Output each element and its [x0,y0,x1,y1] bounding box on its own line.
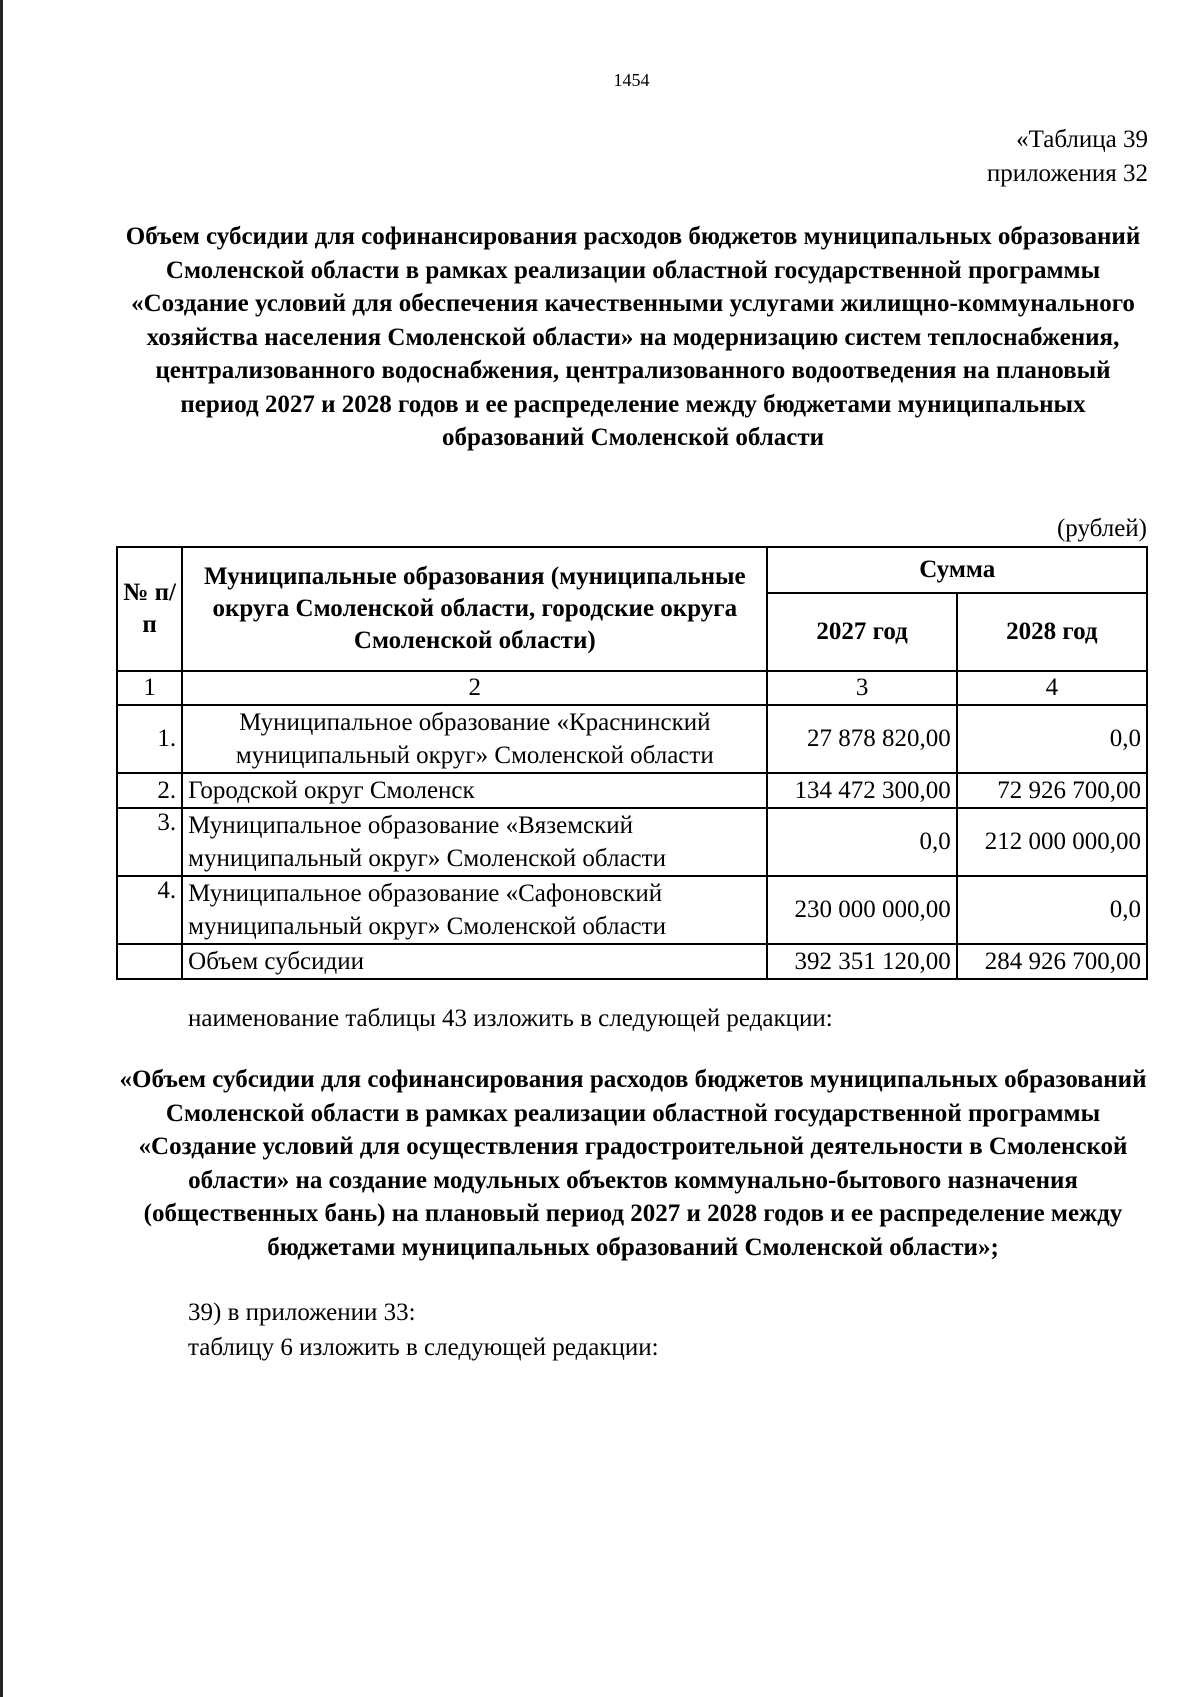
subsidy-table [116,546,1148,980]
page-number: 1454 [613,70,650,90]
row-number: 1. [117,705,182,773]
table-total-row [117,944,1147,979]
header-year-2027: 2027 год [767,593,956,671]
column-number: 4 [957,671,1147,705]
header-year-2028: 2028 год [957,593,1147,671]
table-reference-line2: приложения 32 [986,160,1148,187]
paragraph-table43-note: наименование таблицы 43 изложить в следующей редакции: [188,1005,833,1032]
table-reference-line1: «Таблица 39 [1016,126,1148,153]
municipality-name: Муниципальное образование «Краснинский муниципальный округ» Смоленской области [182,705,767,773]
amount-2028: 72 926 700,00 [957,773,1147,808]
units-label: (рублей) [1056,515,1147,542]
total-2027: 392 351 120,00 [767,944,956,979]
municipality-name: Муниципальное образование «Сафоновский муниципальный округ» Смоленской области [182,876,767,944]
amount-2027: 230 000 000,00 [767,876,956,944]
total-2028: 284 926 700,00 [957,944,1147,979]
table-row [117,773,1147,808]
header-name: Муниципальные образования (муниципальные округа Смоленской области, городские округа Смоленской области) [182,547,767,671]
amount-2027: 0,0 [767,808,956,876]
total-label: Объем субсидии [182,944,767,979]
header-sum: Сумма [767,547,1147,593]
amount-2028: 212 000 000,00 [957,808,1147,876]
row-number: 2. [117,773,182,808]
table-header-row [117,547,1147,593]
amount-2028: 0,0 [957,876,1147,944]
column-number-row [117,671,1147,705]
header-no: № п/п [117,547,182,671]
paragraph-appendix33: 39) в приложении 33: [188,1299,416,1326]
row-number: 3. [117,808,182,876]
column-number: 2 [182,671,767,705]
scan-edge [0,0,3,1697]
table43-title: «Объем субсидии для софинансирования расходов бюджетов муниципальных образований Смоленской области в рамках реализации областной государственной программы «Создание условий для осуществления градостроительной деятельности в Смоленской области» на создание модульных объектов коммунально-бытового назначения (общественных бань) на плановый период 2027 и 2028 годов и ее распределение между бюджетами муниципальных образований Смоленской области»; [119,1066,1147,1261]
column-number: 3 [767,671,956,705]
amount-2028: 0,0 [957,705,1147,773]
paragraph-table6-note: таблицу 6 изложить в следующей редакции: [188,1334,659,1361]
table-title: Объем субсидии для софинансирования расходов бюджетов муниципальных образований Смоленской области в рамках реализации областной государственной программы «Создание условий для обеспечения качественными услугами жилищно-коммунального хозяйства населения Смоленской области» на модернизацию систем теплоснабжения, централизованного водоснабжения, централизованного водоотведения на плановый период 2027 и 2028 годов и ее распределение между бюджетами муниципальных образований Смоленской области [125,223,1141,451]
amount-2027: 134 472 300,00 [767,773,956,808]
total-row-number [117,944,182,979]
amount-2027: 27 878 820,00 [767,705,956,773]
table-row [117,705,1147,773]
municipality-name: Городской округ Смоленск [182,773,767,808]
table-row [117,876,1147,944]
row-number: 4. [117,876,182,944]
table-row [117,808,1147,876]
column-number: 1 [117,671,182,705]
table-reference [987,123,1148,191]
municipality-name: Муниципальное образование «Вяземский муниципальный округ» Смоленской области [182,808,767,876]
